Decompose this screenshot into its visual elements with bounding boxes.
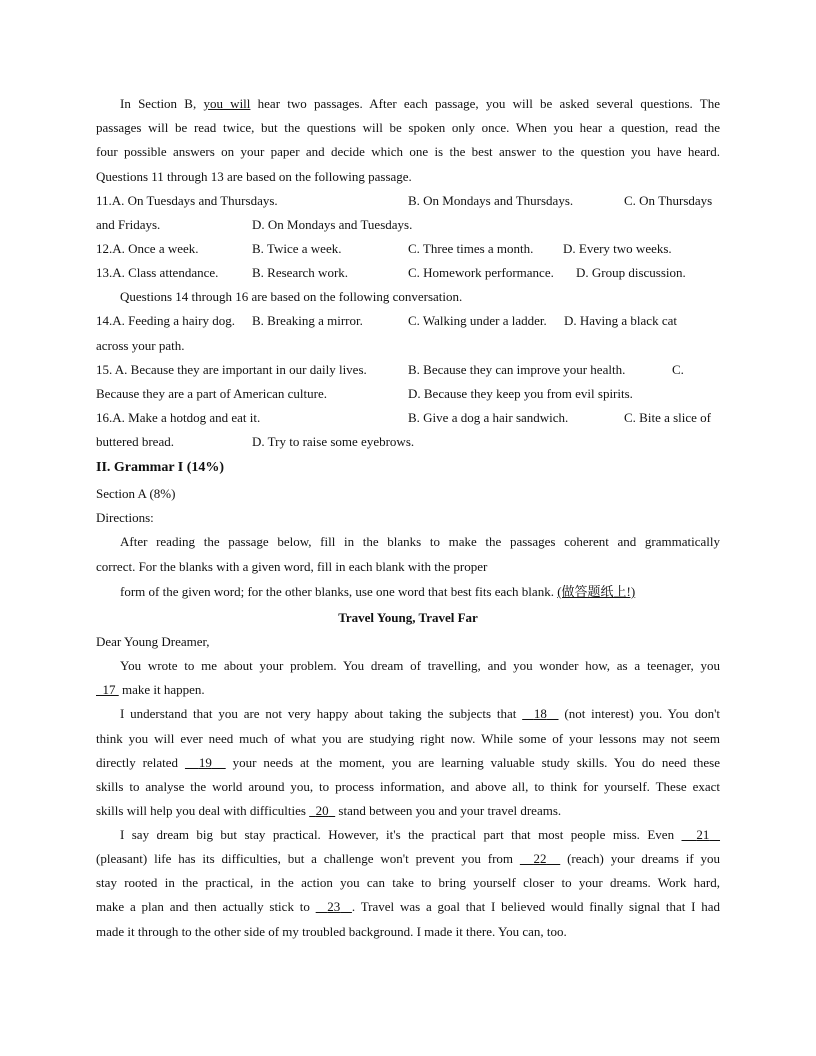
option-c-cont: Because they are a part of American culture. <box>96 386 327 401</box>
option-b: B. Breaking a mirror. <box>252 313 363 328</box>
option-b: B. Give a dog a hair sandwich. <box>408 410 569 425</box>
p2-line-3 <box>96 754 720 772</box>
option-b: B. On Mondays and Thursdays. <box>408 193 574 208</box>
directions-line-3 <box>120 583 720 601</box>
option-c: C. Bite a slice of <box>624 410 712 425</box>
option-d: D. Every two weeks. <box>563 241 672 256</box>
blank-23: 23 <box>327 899 341 914</box>
section-a-label: Section A (8%) <box>96 486 176 501</box>
option-a: 13.A. Class attendance. <box>96 265 219 280</box>
directions-text: form of the given word; for the other blanks, use one word that best fits each blank. <box>120 584 554 599</box>
option-c: C. Homework performance. <box>408 265 554 280</box>
p3-line-2 <box>96 850 720 868</box>
blank-17: 17 <box>102 682 116 697</box>
blank-18: 18 <box>533 706 547 721</box>
intro-text: hear two passages. After each passage, you will be asked several questions. The <box>257 96 721 111</box>
passage-text: your needs at the moment, you are learning valuable study skills. You do need these <box>232 755 721 770</box>
option-c: C. On Thursdays <box>624 193 713 208</box>
greeting: Dear Young Dreamer, <box>96 634 210 649</box>
intro-text: In Section B, <box>120 96 197 111</box>
p2-line-1 <box>120 705 720 723</box>
passage-text: (reach) your dreams if you <box>567 851 721 866</box>
blank-20: 20 <box>315 803 329 818</box>
option-a: 11.A. On Tuesdays and Thursdays. <box>96 193 278 208</box>
passage-text: skills will help you deal with difficulties <box>96 803 306 818</box>
option-a: 14.A. Feeding a hairy dog. <box>96 313 236 328</box>
option-c: C. <box>672 362 684 377</box>
option-c-cont: buttered bread. <box>96 434 174 449</box>
p3-line-5: made it through to the other side of my troubled background. I made it there. You can, too. <box>96 924 567 939</box>
passage-text: (not interest) you. You don't <box>564 706 721 721</box>
intro-line-4: Questions 11 through 13 are based on the following passage. <box>96 169 412 184</box>
option-b: B. Twice a week. <box>252 241 342 256</box>
passage-text: make it happen. <box>122 682 205 697</box>
p3-line-3: stay rooted in the practical, in the action you can take to bring yourself closer to your dreams. Work hard, <box>96 875 720 890</box>
directions-line-2: correct. For the blanks with a given word, fill in each blank with the proper <box>96 559 488 574</box>
option-a: 15. A. Because they are important in our daily lives. <box>96 362 367 377</box>
passage-text: make a plan and then actually stick to <box>96 899 310 914</box>
intro-line-3: four possible answers on your paper and decide which one is the best answer to the question you have heard. <box>96 144 720 159</box>
underlined-phrase: you will <box>203 96 251 111</box>
p1-line-2 <box>96 681 720 699</box>
option-d: D. Try to raise some eyebrows. <box>252 434 415 449</box>
intro-line-2: passages will be read twice, but the questions will be spoken only once. When you hear a question, read the <box>96 120 720 135</box>
section-heading <box>96 459 720 477</box>
option-d: D. Having a black cat <box>564 313 677 328</box>
q14-16-intro: Questions 14 through 16 are based on the following conversation. <box>120 289 463 304</box>
p2-line-5 <box>96 802 720 820</box>
grammar-heading: II. Grammar I (14%) <box>96 460 225 475</box>
p1-line-1: You wrote to me about your problem. You dream of travelling, and you wonder how, as a teenager, you <box>120 658 720 673</box>
option-c: C. Walking under a ladder. <box>408 313 547 328</box>
option-d: D. On Mondays and Tuesdays. <box>252 217 413 232</box>
question-14-cont: across your path. <box>96 338 185 353</box>
answer-sheet-note: (做答题纸上!) <box>557 584 636 599</box>
directions-line-1: After reading the passage below, fill in the blanks to make the passages coherent and grammatically <box>120 534 720 549</box>
option-a: 12.A. Once a week. <box>96 241 199 256</box>
p2-line-4: skills to analyse the world around you, to process information, and above all, to think for yourself. These exact <box>96 779 720 794</box>
passage-text: stand between you and your travel dreams. <box>338 803 562 818</box>
directions-label: Directions: <box>96 510 154 525</box>
intro-line-1 <box>120 95 720 113</box>
p3-line-4 <box>96 898 720 916</box>
passage-text: directly related <box>96 755 179 770</box>
option-c-cont: and Fridays. <box>96 217 161 232</box>
option-d: D. Because they keep you from evil spirits. <box>408 386 633 401</box>
passage-text: . Travel was a goal that I believed would finally signal that I had <box>351 899 721 914</box>
blank-21: 21 <box>696 827 710 842</box>
p3-line-1 <box>120 826 720 844</box>
blank-19: 19 <box>198 755 212 770</box>
blank-22: 22 <box>533 851 547 866</box>
passage-text: I say dream big but stay practical. However, it's the practical part that most people miss. Even <box>120 827 675 842</box>
passage-title: Travel Young, Travel Far <box>338 610 478 625</box>
passage-text: (pleasant) life has its difficulties, but a challenge won't prevent you from <box>96 851 514 866</box>
option-c: C. Three times a month. <box>408 241 534 256</box>
p2-line-2: think you will ever need much of what you are studying right now. While some of your lessons may not seem <box>96 731 720 746</box>
passage-text: I understand that you are not very happy about taking the subjects that <box>120 706 517 721</box>
option-b: B. Because they can improve your health. <box>408 362 626 377</box>
option-a: 16.A. Make a hotdog and eat it. <box>96 410 261 425</box>
option-d: D. Group discussion. <box>576 265 686 280</box>
option-b: B. Research work. <box>252 265 349 280</box>
